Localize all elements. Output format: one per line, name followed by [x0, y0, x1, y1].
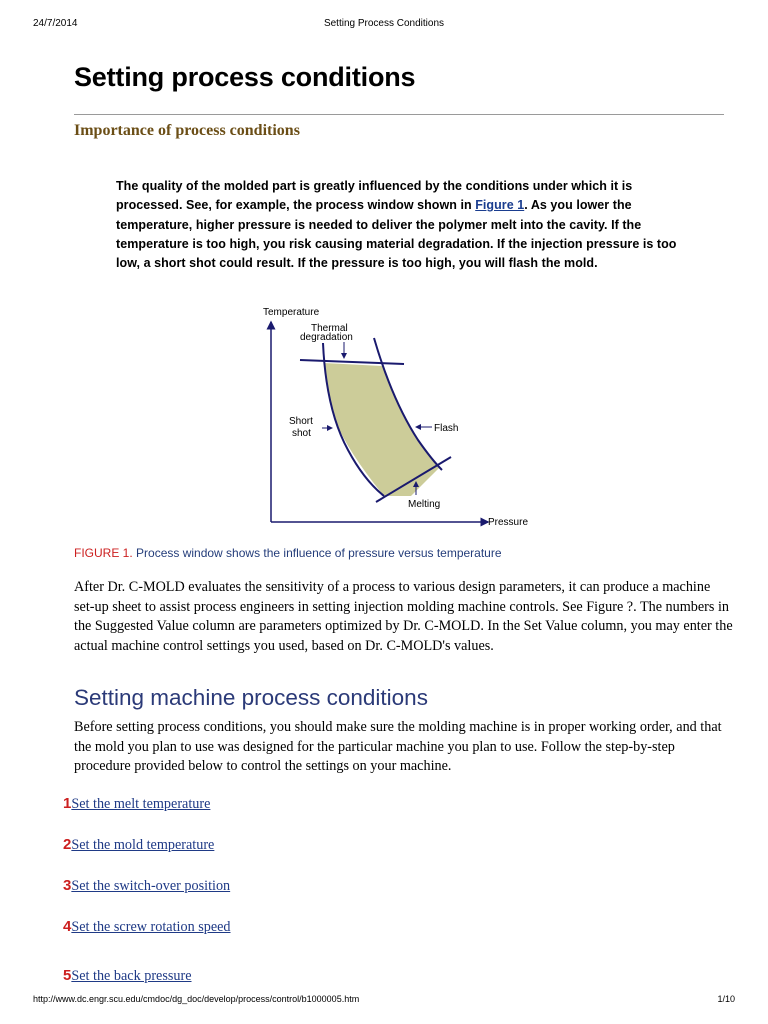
figure-caption-text: Process window shows the influence of pressure versus temperature [132, 546, 502, 560]
step-link-switch-over-position[interactable]: Set the switch-over position [71, 878, 231, 894]
process-window-figure [256, 300, 556, 535]
step-item-5 [63, 967, 192, 985]
thermal-label-line1: Thermal [311, 323, 348, 334]
x-axis-label: Pressure [488, 517, 529, 528]
step-item-4 [63, 918, 231, 936]
body-paragraph-dr-cmold: After Dr. C-MOLD evaluates the sensitivity of a process to various design parameters, it can produce a machine set-up sheet to assist process engineers in setting injection molding machine controls. See Figure ?. The numbers in the Suggested Value column are parameters optimized by Dr. C-MOLD. In the Set Value column, you may enter the actual machine control settings you used, based on Dr. C-MOLD's values. [74, 579, 733, 654]
step-link-back-pressure[interactable]: Set the back pressure [71, 968, 192, 984]
step-link-screw-rotation-speed[interactable]: Set the screw rotation speed [71, 919, 231, 935]
intro-text-2: . As you lower the temperature, higher pressure is needed to deliver the polymer melt into the cavity. If the temperature is too high, you risk causing material degradation. If the injection pressure is too low, a short shot could result. If the pressure is too high, you will flash the mold. [116, 198, 677, 271]
section-heading-machine: Setting machine process conditions [74, 685, 428, 710]
y-axis-label: Temperature [263, 307, 320, 318]
step-number: 4 [63, 918, 72, 935]
short-shot-label-line1: Short [289, 416, 313, 427]
step-item-3 [63, 877, 230, 895]
print-page-title: Setting Process Conditions [323, 18, 445, 29]
section-heading-importance: Importance of process conditions [74, 122, 300, 139]
figure-caption [74, 546, 502, 560]
melting-label: Melting [408, 499, 441, 510]
thermal-degradation-line [300, 360, 404, 364]
process-window-region [324, 363, 439, 496]
step-number: 1 [63, 795, 72, 812]
intro-text-1: The quality of the molded part is greatly influenced by the conditions under which it is processed. See, for example, the process window shown in [116, 179, 633, 213]
step-number: 5 [63, 967, 72, 984]
step-item-2 [63, 836, 214, 854]
step-number: 3 [63, 877, 72, 894]
figure-1-link[interactable]: Figure 1 [475, 198, 525, 213]
body-paragraph-procedure: Before setting process conditions, you should make sure the molding machine is in proper working order, and that the mold you plan to use was designed for the particular machine you plan to use. Follow the step-by-step procedure provided below to control the settings on your machine. [74, 719, 722, 775]
title-divider [74, 114, 724, 115]
step-number: 2 [63, 836, 72, 853]
print-url: http://www.dc.engr.scu.edu/cmdoc/dg_doc/develop/process/control/b1000005.htm [33, 994, 360, 1004]
thermal-label-line2: degradation [300, 332, 353, 343]
page-title: Setting process conditions [74, 62, 416, 92]
print-page-number: 1/10 [717, 994, 735, 1004]
process-window-diagram [256, 300, 556, 535]
intro-paragraph [116, 177, 682, 273]
figure-caption-label: FIGURE 1. [74, 546, 133, 560]
short-shot-label-line2: shot [292, 428, 311, 439]
step-link-melt-temperature[interactable]: Set the melt temperature [71, 796, 211, 812]
print-header [0, 18, 768, 32]
flash-label: Flash [434, 423, 459, 434]
step-item-1 [63, 795, 210, 813]
print-date: 24/7/2014 [33, 18, 78, 29]
step-link-mold-temperature[interactable]: Set the mold temperature [71, 837, 215, 853]
